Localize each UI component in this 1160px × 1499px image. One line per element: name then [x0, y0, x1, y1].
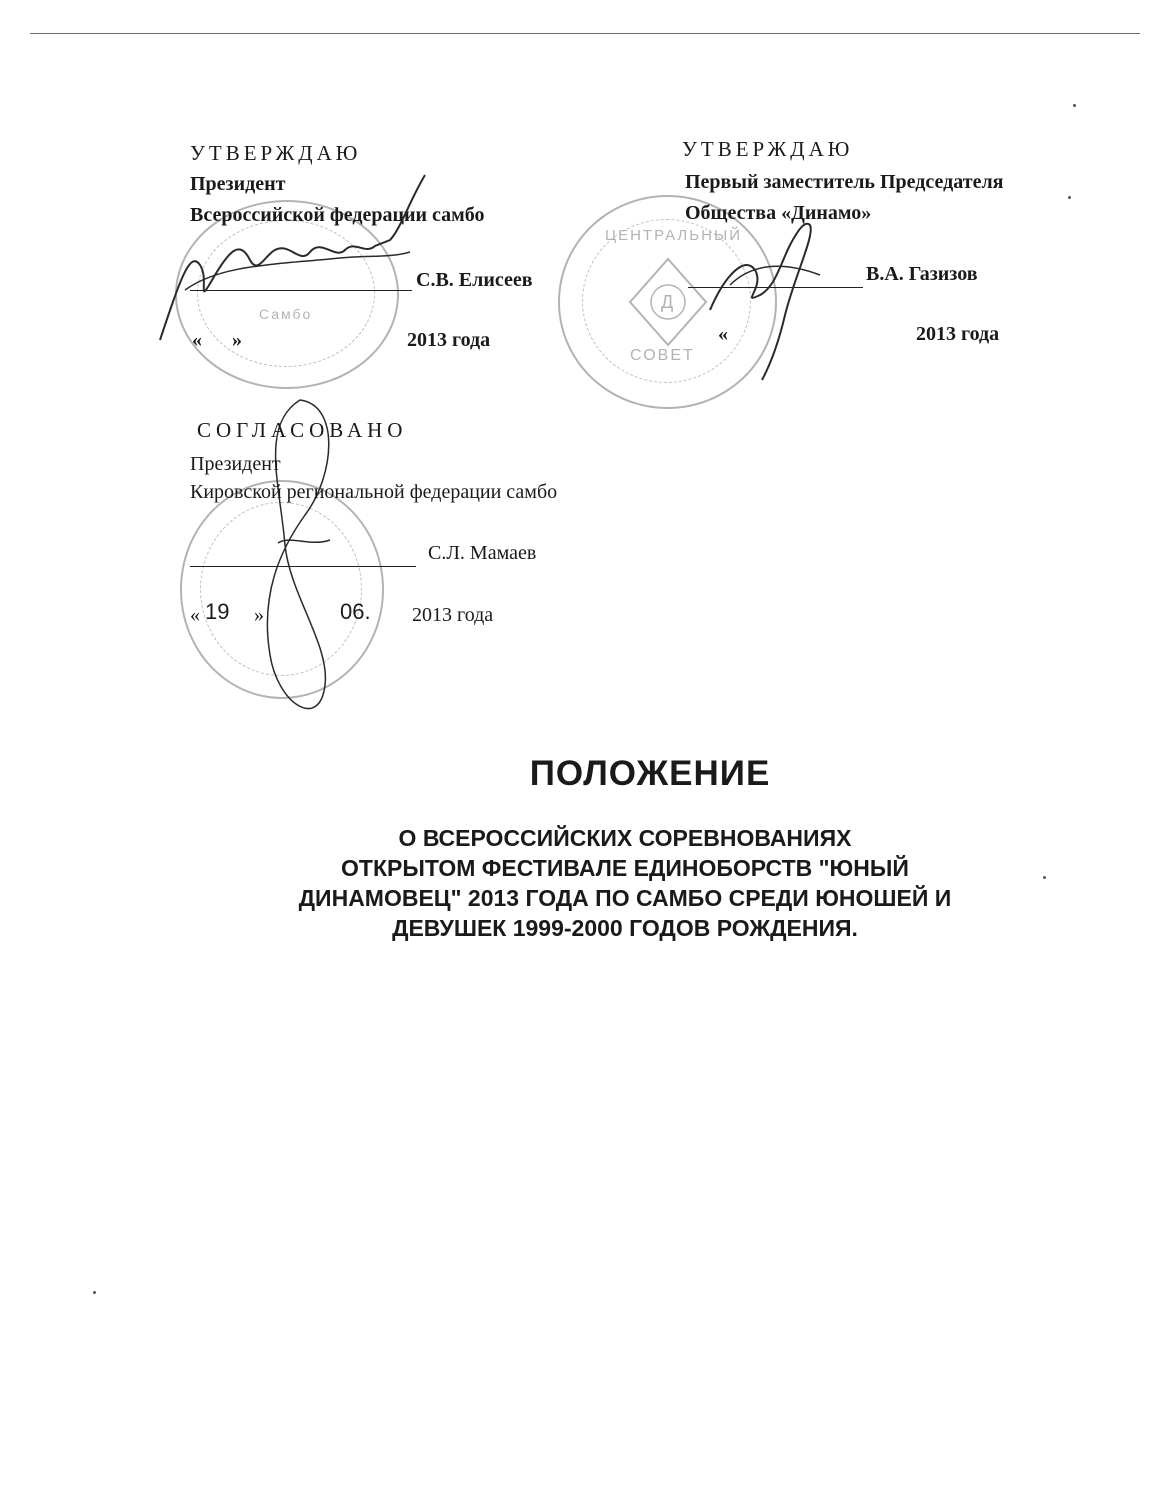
subtitle-line: О ВСЕРОССИЙСКИХ СОРЕВНОВАНИЯХ: [398, 825, 852, 851]
approve-left-heading: УТВЕРЖДАЮ: [190, 141, 362, 165]
approve-left-org: Всероссийской федерации самбо: [190, 204, 485, 226]
stamp-bottom-text: СОВЕТ: [630, 347, 695, 364]
agreed-month: 06.: [340, 599, 371, 624]
approve-right-org: Общества «Динамо»: [685, 202, 872, 224]
approve-left-year: 2013 года: [407, 329, 491, 351]
approve-right-sign-line: [688, 287, 863, 288]
scan-speck: [1043, 876, 1046, 879]
approve-left-signer: С.В. Елисеев: [416, 269, 533, 291]
subtitle-line: ДЕВУШЕК 1999-2000 ГОДОВ РОЖДЕНИЯ.: [392, 915, 858, 941]
approve-left-date-quotes: « »: [192, 329, 242, 351]
top-rule: [30, 33, 1140, 34]
approve-right-signer: В.А. Газизов: [866, 263, 978, 285]
agreed-day: 19: [205, 599, 230, 624]
approve-left-sign-line: [190, 290, 412, 291]
stamp-label: Самбо: [259, 306, 313, 322]
scan-speck: [93, 1291, 96, 1294]
approve-right-date-quote: «: [718, 323, 728, 345]
approve-right-role: Первый заместитель Председателя: [685, 171, 1004, 193]
approve-left-role: Президент: [190, 173, 286, 195]
agreed-role: Президент: [190, 453, 281, 475]
subtitle-line: ДИНАМОВЕЦ" 2013 ГОДА ПО САМБО СРЕДИ ЮНОШЕЙ И: [298, 885, 952, 911]
stamp-top-text: ЦЕНТРАЛЬНЫЙ: [605, 227, 743, 244]
agreed-signer: С.Л. Мамаев: [428, 542, 537, 564]
dynamo-stamp: [558, 195, 777, 409]
agreed-date-open: «: [190, 604, 200, 626]
scan-speck: [1068, 196, 1071, 199]
federation-stamp: [175, 200, 399, 389]
stamp-letter: Д: [661, 292, 676, 312]
subtitle-line: ОТКРЫТОМ ФЕСТИВАЛЕ ЕДИНОБОРСТВ "ЮНЫЙ: [341, 855, 909, 881]
agreed-year: 2013 года: [412, 604, 494, 626]
approve-right-heading: УТВЕРЖДАЮ: [682, 137, 854, 161]
document-subtitle: [200, 823, 1050, 943]
approve-right-year: 2013 года: [916, 323, 1000, 345]
regional-stamp: [180, 480, 384, 699]
agreed-sign-line: [190, 566, 416, 567]
agreed-heading: СОГЛАСОВАНО: [197, 418, 408, 442]
agreed-date-close: »: [254, 604, 264, 626]
scan-speck: [1073, 104, 1076, 107]
agreed-org: Кировской региональной федерации самбо: [190, 481, 558, 503]
document-title: ПОЛОЖЕНИЕ: [529, 754, 771, 793]
